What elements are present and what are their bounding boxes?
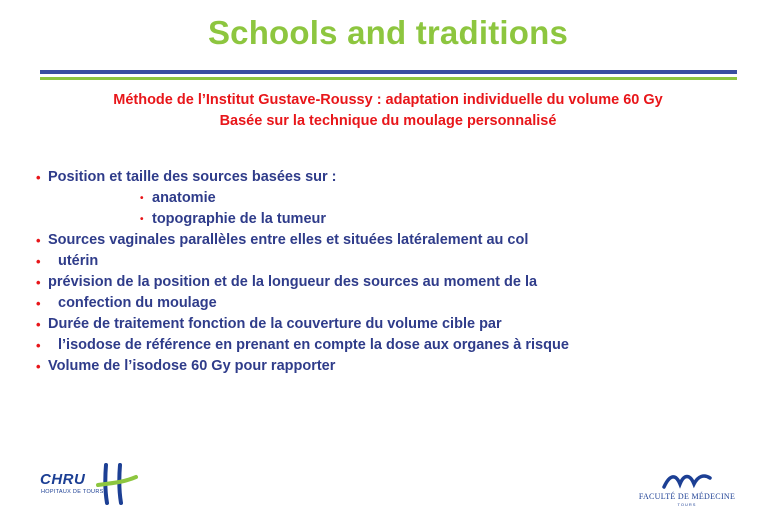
bullet-dot-icon: • bbox=[36, 233, 41, 248]
bullet-dot-icon: • bbox=[36, 170, 41, 185]
bullet-dot-icon: • bbox=[36, 296, 41, 311]
bullet-dot-icon: • bbox=[36, 254, 41, 269]
bullet-dot-icon: • bbox=[36, 275, 41, 290]
bullet-dot-icon: • bbox=[140, 214, 144, 225]
bullet-dot-icon: • bbox=[36, 317, 41, 332]
divider-blue bbox=[40, 70, 737, 74]
sub-bullet-item: • topographie de la tumeur bbox=[36, 209, 736, 230]
faculte-medecine-logo bbox=[632, 470, 742, 510]
bullet-dot-icon: • bbox=[140, 193, 144, 204]
bullet-item: • confection du moulage bbox=[36, 293, 736, 314]
bullet-item: • Sources vaginales parallèles entre elles et situées latéralement au col bbox=[36, 230, 736, 251]
chru-logo-subtext: HOPITAUX DE TOURS bbox=[41, 489, 104, 495]
bullet-item: • utérin bbox=[36, 251, 736, 272]
faculte-logo-subtext: TOURS bbox=[677, 502, 697, 507]
bullet-item: • l’isodose de référence en prenant en compte la dose aux organes à risque bbox=[36, 335, 736, 356]
bullet-item: • Position et taille des sources basées sur : bbox=[36, 167, 736, 188]
faculte-logo-text: FACULTÉ DE MÉDECINE bbox=[638, 492, 736, 501]
subtitle-line-2: Basée sur la technique du moulage personnalisé bbox=[219, 113, 557, 129]
chru-logo bbox=[40, 463, 150, 505]
sub-bullet-item: • anatomie bbox=[36, 188, 736, 209]
bullet-item: • Volume de l’isodose 60 Gy pour rapporter bbox=[36, 356, 736, 377]
bullet-item: • prévision de la position et de la longueur des sources au moment de la bbox=[36, 272, 736, 293]
bullet-item: • Durée de traitement fonction de la couverture du volume cible par bbox=[36, 314, 736, 335]
chru-emblem-icon bbox=[96, 463, 140, 505]
bullet-list bbox=[36, 167, 736, 377]
divider-green bbox=[40, 77, 737, 80]
slide-title: Schools and traditions bbox=[207, 14, 569, 51]
chru-logo-text: CHRU bbox=[40, 471, 86, 488]
faculte-emblem-icon bbox=[662, 470, 712, 490]
bullet-dot-icon: • bbox=[36, 359, 41, 374]
bullet-dot-icon: • bbox=[36, 338, 41, 353]
subtitle-line-1: Méthode de l’Institut Gustave-Roussy : adaptation individuelle du volume 60 Gy bbox=[113, 92, 663, 108]
